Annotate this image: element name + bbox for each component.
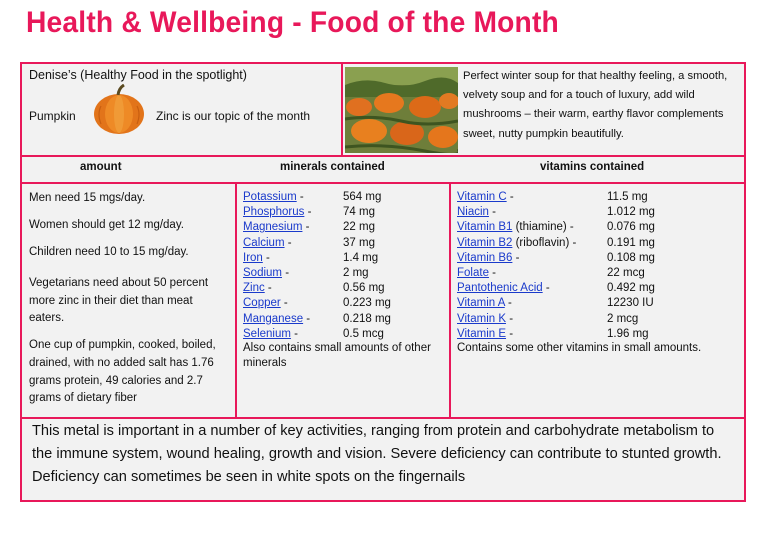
- mineral-value: 0.5 mcg: [343, 327, 384, 340]
- description-line: velvety soup and for a touch of luxury, add wild: [463, 89, 695, 102]
- minerals-note: [243, 341, 431, 371]
- amount-children: Children need 10 to 15 mg/day.: [29, 246, 189, 258]
- description-line: Perfect winter soup for that healthy feeling, a smooth,: [463, 70, 728, 82]
- vitamin-link[interactable]: Pantothenic Acid: [457, 282, 543, 295]
- mineral-value: 0.218 mg: [343, 312, 391, 325]
- vitamin-dash: -: [566, 221, 574, 234]
- amount-vegetarians-line: eaters.: [29, 312, 65, 324]
- vitamin-link[interactable]: Vitamin B1: [457, 221, 513, 234]
- mineral-dash: -: [282, 267, 290, 279]
- mineral-row: [243, 190, 304, 205]
- food-description: [463, 67, 727, 144]
- amount-cup-line: grams of dietary fiber: [29, 392, 138, 405]
- vitamin-value: 2 mcg: [607, 312, 639, 325]
- vitamin-dash: -: [569, 236, 577, 249]
- vitamin-dash: -: [506, 327, 514, 340]
- vitamin-extra: (thiamine): [512, 221, 567, 234]
- amount-cup-line: One cup of pumpkin, cooked, boiled,: [29, 339, 216, 351]
- vitamin-value: 1.96 mg: [607, 327, 649, 340]
- column-header-vitamins: vitamins contained: [540, 161, 645, 173]
- mineral-row: [243, 251, 270, 266]
- vitamin-row: [457, 251, 519, 266]
- vitamin-row: [457, 327, 513, 342]
- vitamin-row: [457, 281, 550, 296]
- vitamin-value: 0.076 mg: [607, 221, 655, 234]
- mineral-value: 22 mg: [343, 221, 375, 234]
- mineral-link[interactable]: Selenium: [243, 327, 291, 340]
- mineral-value: 0.223 mg: [343, 297, 391, 310]
- divider-intro-photo: [341, 64, 343, 157]
- description-line: sweet, nutty pumpkin beautifully.: [463, 127, 624, 140]
- vitamin-value: 12230 IU: [607, 297, 654, 310]
- divider-minerals-vitamins: [449, 182, 451, 419]
- mineral-value: 2 mg: [343, 267, 369, 279]
- amount-cup: [29, 337, 216, 408]
- vitamin-dash: -: [506, 312, 514, 325]
- mineral-value: 564 mg: [343, 191, 382, 203]
- vitamin-dash: -: [512, 251, 520, 264]
- vitamin-dash: -: [542, 282, 550, 295]
- mineral-link[interactable]: Potassium: [243, 191, 297, 203]
- mineral-link[interactable]: Copper: [243, 297, 281, 310]
- mineral-link[interactable]: Phosphorus: [243, 206, 305, 219]
- vitamin-dash: -: [488, 206, 496, 219]
- mineral-row: [243, 236, 292, 251]
- food-info-panel: [20, 62, 746, 502]
- vitamin-value: 0.108 mg: [607, 251, 655, 264]
- pumpkin-icon: [92, 84, 146, 136]
- vitamin-value: 1.012 mg: [607, 206, 655, 219]
- vitamin-link[interactable]: Vitamin K: [457, 312, 507, 325]
- mineral-row: [243, 327, 298, 342]
- mineral-link[interactable]: Zinc: [243, 282, 265, 295]
- mineral-row: [243, 220, 309, 235]
- mineral-dash: -: [303, 312, 311, 325]
- vitamin-row: [457, 236, 576, 251]
- divider-amount-minerals: [235, 182, 237, 419]
- vitamin-link[interactable]: Vitamin C: [457, 191, 507, 203]
- minerals-note-line: Also contains small amounts of other: [243, 342, 431, 354]
- mineral-dash: -: [302, 221, 310, 234]
- mineral-link[interactable]: Calcium: [243, 236, 285, 249]
- mineral-row: [243, 296, 288, 311]
- zinc-description: This metal is important in a number of key activities, ranging from protein and carbohydrate metabolism to the immune system, wound healing, growth and vision. Severe deficiency can contribute to stunted growth. Deficiency can sometimes be seen in white spots on the fingernails: [32, 423, 722, 485]
- amount-cup-line: drained, with no added salt has 1.76: [29, 356, 214, 369]
- vitamin-value: 0.191 mg: [607, 236, 655, 249]
- mineral-value: 1.4 mg: [343, 251, 379, 264]
- vitamin-link[interactable]: Vitamin B6: [457, 251, 513, 264]
- mineral-dash: -: [264, 282, 272, 295]
- mineral-link[interactable]: Sodium: [243, 267, 282, 279]
- mineral-dash: -: [262, 251, 270, 264]
- vitamin-dash: -: [488, 267, 496, 279]
- mineral-link[interactable]: Magnesium: [243, 221, 303, 234]
- mineral-row: [243, 312, 310, 327]
- amount-men: Men need 15 mgs/day.: [29, 192, 146, 204]
- mineral-dash: -: [280, 297, 288, 310]
- amount-vegetarians: [29, 275, 208, 328]
- vitamin-link[interactable]: Vitamin B2: [457, 236, 513, 249]
- vitamin-link[interactable]: Vitamin E: [457, 327, 507, 340]
- topic-text: Zinc is our topic of the month: [156, 109, 311, 123]
- page-title: Health & Wellbeing - Food of the Month: [26, 6, 559, 39]
- mineral-value: 0.56 mg: [343, 282, 385, 295]
- vitamin-row: [457, 205, 496, 220]
- divider-columns: [22, 182, 744, 184]
- amount-cup-line: grams protein, 49 calories and 2.7: [29, 374, 203, 387]
- food-label: Pumpkin: [29, 109, 76, 123]
- vitamin-row: [457, 296, 512, 311]
- mineral-row: [243, 281, 272, 296]
- mineral-dash: -: [290, 327, 298, 340]
- amount-vegetarians-line: Vegetarians need about 50 percent: [29, 277, 209, 289]
- description-line: mushrooms – their warm, earthy flavor complements: [463, 108, 724, 121]
- vitamin-link[interactable]: Vitamin A: [457, 297, 505, 310]
- amount-vegetarians-line: more zinc in their diet than meat: [29, 294, 193, 307]
- vitamins-note: Contains some other vitamins in small amounts.: [457, 342, 702, 354]
- column-header-minerals: minerals contained: [280, 161, 385, 173]
- vitamin-dash: -: [506, 191, 514, 203]
- mineral-value: 37 mg: [343, 236, 375, 249]
- minerals-note-line: minerals: [243, 357, 287, 369]
- vitamin-link[interactable]: Niacin: [457, 206, 489, 219]
- mineral-dash: -: [296, 191, 304, 203]
- divider-bottom: [22, 417, 744, 419]
- column-header-amount: amount: [80, 161, 122, 173]
- mineral-dash: -: [284, 236, 292, 249]
- mineral-link[interactable]: Manganese: [243, 312, 304, 325]
- vitamin-value: 11.5 mg: [607, 191, 648, 203]
- vitamin-row: [457, 312, 513, 327]
- amount-women: Women should get 12 mg/day.: [29, 219, 184, 231]
- mineral-row: [243, 205, 311, 220]
- vitamin-value: 22 mcg: [607, 267, 645, 279]
- pumpkin-patch-photo: [345, 67, 458, 153]
- vitamin-extra: (riboflavin): [512, 236, 570, 249]
- vitamin-row: [457, 220, 574, 235]
- vitamin-dash: -: [504, 297, 512, 310]
- mineral-dash: -: [304, 206, 312, 219]
- vitamin-link[interactable]: Folate: [457, 267, 489, 279]
- mineral-value: 74 mg: [343, 206, 375, 219]
- vitamin-row: [457, 266, 496, 281]
- mineral-row: [243, 266, 289, 281]
- vitamin-row: [457, 190, 514, 205]
- mineral-link[interactable]: Iron: [243, 251, 263, 264]
- spotlight-heading: Denise’s (Healthy Food in the spotlight): [29, 68, 247, 82]
- vitamin-value: 0.492 mg: [607, 282, 655, 295]
- divider-header: [22, 155, 744, 157]
